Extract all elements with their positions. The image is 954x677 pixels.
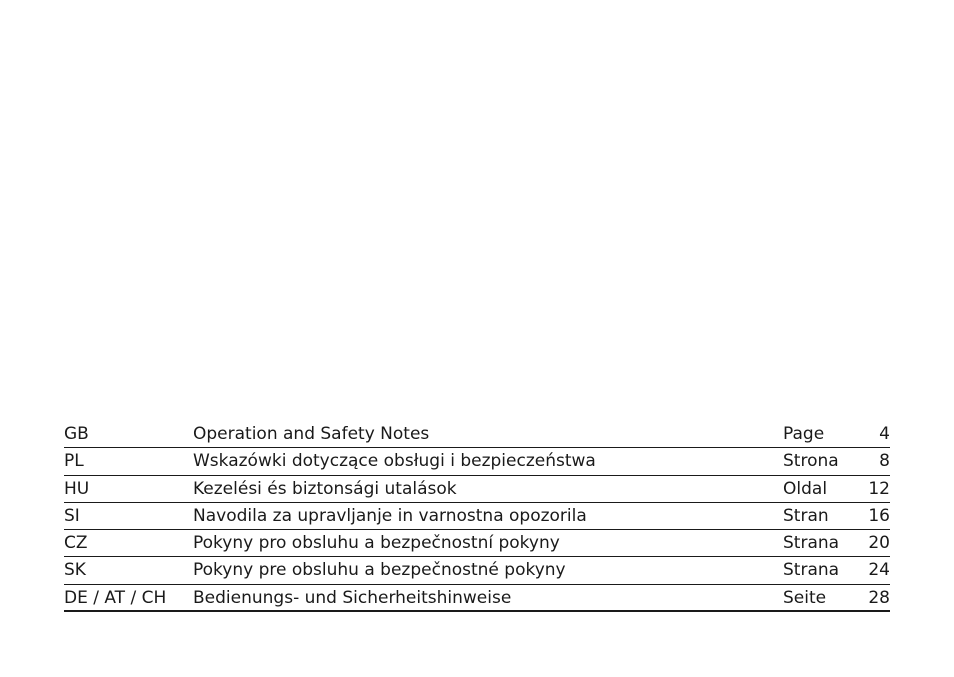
language-code: GB bbox=[64, 424, 89, 444]
toc-row-cz[interactable] bbox=[64, 530, 890, 557]
page-label: Strana bbox=[783, 560, 840, 581]
toc-row-sk[interactable] bbox=[64, 557, 890, 584]
language-code: PL bbox=[64, 451, 84, 472]
language-code: DE / AT / CH bbox=[64, 587, 167, 608]
page-label: Oldal bbox=[783, 478, 828, 499]
toc-row-hu[interactable] bbox=[64, 476, 890, 503]
section-title: Pokyny pre obsluhu a bezpečnostné pokyny bbox=[193, 560, 566, 581]
section-title: Navodila za upravljanje in varnostna opozorila bbox=[193, 505, 587, 526]
page-label: Stran bbox=[783, 505, 829, 526]
page-label: Page bbox=[783, 424, 825, 444]
language-code: SK bbox=[64, 560, 86, 581]
page-label: Strana bbox=[783, 533, 840, 554]
page-number: 20 bbox=[868, 533, 890, 554]
page-number: 12 bbox=[868, 478, 890, 499]
language-code: HU bbox=[64, 478, 90, 499]
page-label: Seite bbox=[783, 587, 827, 608]
language-code: CZ bbox=[64, 533, 88, 554]
section-title: Kezelési és biztonsági utalások bbox=[193, 478, 457, 499]
page-number: 16 bbox=[868, 505, 890, 526]
toc-row-de-at-ch[interactable] bbox=[64, 585, 890, 612]
section-title: Operation and Safety Notes bbox=[193, 424, 430, 444]
section-title: Bedienungs- und Sicherheitshinweise bbox=[193, 587, 512, 608]
section-title: Wskazówki dotyczące obsługi i bezpieczeństwa bbox=[193, 451, 596, 472]
toc-row-gb[interactable] bbox=[64, 421, 890, 448]
section-title: Pokyny pro obsluhu a bezpečnostní pokyny bbox=[193, 533, 560, 554]
table-of-contents bbox=[64, 421, 890, 612]
page-label: Strona bbox=[783, 451, 839, 472]
page-number: 8 bbox=[879, 451, 890, 472]
toc-row-pl[interactable] bbox=[64, 448, 890, 475]
page-number: 28 bbox=[868, 587, 890, 608]
page-number: 4 bbox=[879, 424, 890, 444]
page-number: 24 bbox=[868, 560, 890, 581]
language-code: SI bbox=[64, 505, 80, 526]
toc-row-si[interactable] bbox=[64, 503, 890, 530]
